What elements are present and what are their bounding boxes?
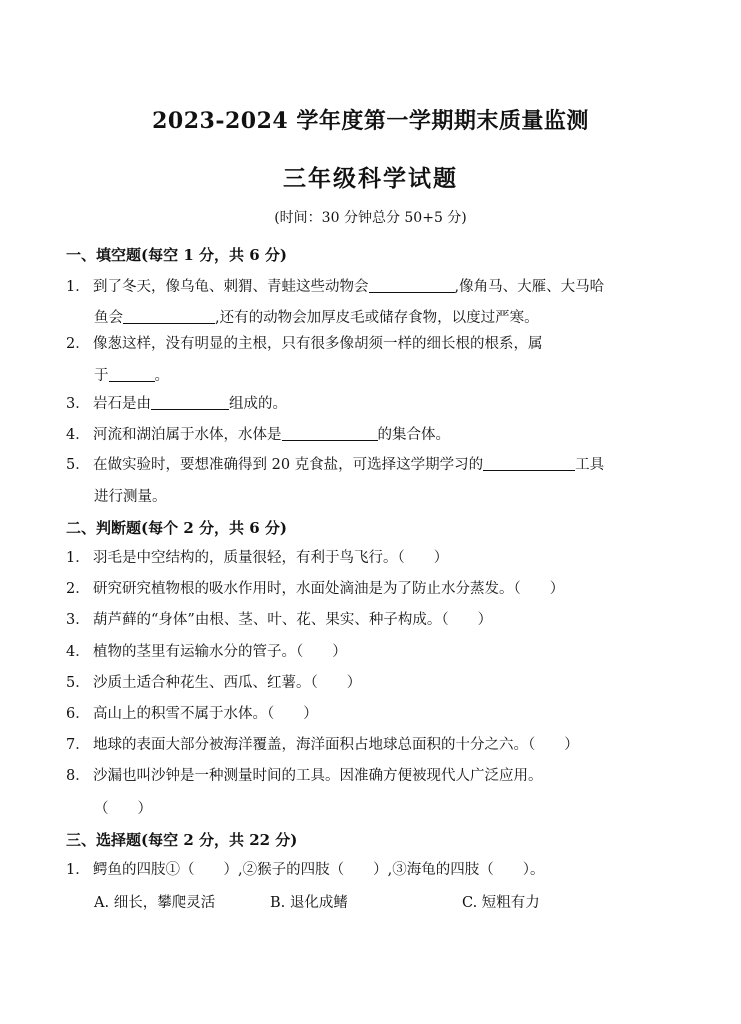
answer-parenthesis[interactable]: （ ） (94, 801, 152, 817)
question-2-7 (66, 737, 656, 753)
question-2-3 (66, 612, 656, 628)
question-text: 植物的茎里有运输水分的管子。（ ） (93, 644, 347, 660)
question-1-2 (66, 336, 656, 352)
question-2-5 (66, 675, 656, 691)
question-text: 到了冬天，像乌龟、刺猬、青蛙这些动物会 (93, 279, 369, 295)
answer-blank[interactable] (151, 395, 229, 410)
question-text: ,像角马、大雁、大马哈 (454, 279, 605, 295)
section-heading-multiple-choice: 三、选择题(每空 2 分，共 22 分) (66, 831, 298, 849)
question-1-3 (66, 395, 656, 412)
answer-blank[interactable] (123, 309, 215, 324)
question-number: 3． (66, 612, 90, 628)
question-number: 4． (66, 427, 90, 443)
option-b[interactable]: B. 退化成鳍 (270, 895, 348, 911)
question-2-4 (66, 644, 656, 660)
question-3-1 (66, 862, 656, 878)
option-a[interactable]: A. 细长，攀爬灵活 (94, 895, 216, 911)
question-2-8 (66, 768, 656, 784)
answer-blank[interactable] (483, 456, 575, 471)
question-text: 葫芦藓的“身体”由根、茎、叶、花、果实、种子构成。（ ） (93, 612, 493, 628)
question-text: 组成的。 (229, 396, 287, 412)
question-1-1 (66, 278, 656, 295)
question-number: 1． (66, 279, 90, 295)
option-c[interactable]: C. 短粗有力 (462, 895, 540, 911)
question-text: 工具 (575, 457, 605, 473)
question-text: 像葱这样，没有明显的主根，只有很多像胡须一样的细长根的根系，属 (93, 336, 543, 352)
question-text: 鳄鱼的四肢①（ ）,②猴子的四肢（ ）,③海龟的四肢（ ）。 (93, 862, 545, 878)
question-number: 2． (66, 581, 90, 597)
question-number: 1． (66, 550, 90, 566)
question-2-1 (66, 550, 656, 566)
exam-time-note: (时间：30 分钟总分 50+5 分) (274, 210, 467, 226)
question-number: 2． (66, 336, 90, 352)
question-2-8-cont (94, 797, 152, 818)
question-text: 。 (154, 368, 169, 384)
section-heading-true-false: 二、判断题(每个 2 分，共 6 分) (66, 519, 287, 537)
question-number: 1． (66, 862, 90, 878)
question-number: 3． (66, 396, 90, 412)
question-text: 在做实验时，要想准确得到 20 克食盐，可选择这学期学习的 (93, 457, 484, 473)
answer-blank[interactable] (282, 426, 378, 441)
question-1-2-cont (94, 364, 169, 385)
question-text: 沙质土适合种花生、西瓜、红薯。（ ） (93, 675, 362, 691)
exam-subtitle: 三年级科学试题 (283, 165, 458, 192)
question-text: 羽毛是中空结构的，质量很轻，有利于鸟飞行。（ ） (93, 550, 449, 566)
question-text: 于 (94, 368, 109, 384)
answer-blank[interactable] (369, 278, 455, 293)
question-2-2 (66, 581, 656, 597)
question-text: 沙漏也叫沙钟是一种测量时间的工具。因准确方便被现代人广泛应用。 (93, 768, 543, 784)
question-1-4 (66, 426, 656, 443)
question-text: 岩石是由 (93, 396, 151, 412)
question-2-6 (66, 706, 656, 722)
question-1-1-cont (94, 306, 539, 327)
question-number: 7． (66, 737, 90, 753)
question-text: ,还有的动物会加厚皮毛或储存食物，以度过严寒。 (215, 310, 539, 326)
question-text: 研究研究植物根的吸水作用时，水面处滴油是为了防止水分蒸发。（ ） (93, 581, 565, 597)
question-number: 8． (66, 768, 90, 784)
question-number: 4． (66, 644, 90, 660)
section-heading-fill-blank: 一、填空题(每空 1 分，共 6 分) (66, 246, 287, 264)
question-text: 鱼会 (94, 310, 123, 326)
question-text: 河流和湖泊属于水体，水体是 (93, 427, 282, 443)
exam-title: 2023-2024 学年度第一学期期末质量监测 (152, 108, 589, 134)
question-number: 5． (66, 457, 90, 473)
question-text: 地球的表面大部分被海洋覆盖，海洋面积占地球总面积的十分之六。（ ） (93, 737, 579, 753)
question-text: 高山上的积雪不属于水体。（ ） (93, 706, 318, 722)
question-1-5-cont (94, 485, 167, 506)
question-number: 5． (66, 675, 90, 691)
answer-blank[interactable] (109, 367, 155, 382)
question-1-5 (66, 456, 656, 473)
question-text: 进行测量。 (94, 489, 167, 505)
question-text: 的集合体。 (377, 427, 450, 443)
question-number: 6． (66, 706, 90, 722)
